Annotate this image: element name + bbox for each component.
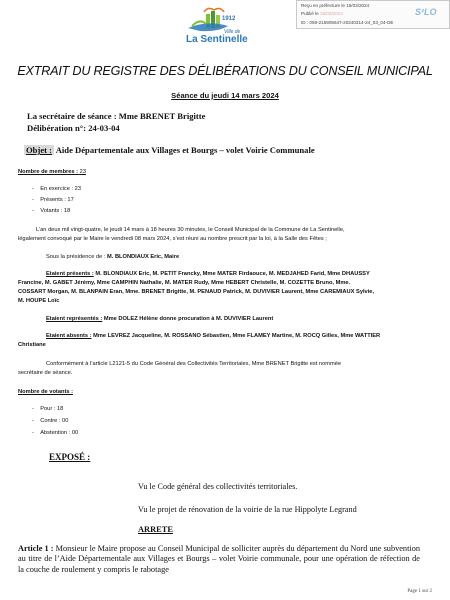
vote-item: - Abstention : 00 bbox=[32, 430, 79, 436]
presents-line-4: M. HOUPE Loïc bbox=[18, 298, 60, 304]
membres-item: - Présents : 17 bbox=[32, 197, 74, 203]
arrete-heading: ARRETE bbox=[138, 525, 173, 534]
membres-presents: Présents : 17 bbox=[40, 197, 74, 203]
representes-value: Mme DOLEZ Hélène donne procuration à M. DUVIVIER Laurent bbox=[103, 316, 274, 322]
expose-heading: EXPOSÉ : bbox=[49, 452, 91, 462]
logo-year: 1912 bbox=[222, 16, 236, 22]
vote-abstention: Abstention : 00 bbox=[40, 430, 79, 436]
page-number: Page 1 sur 2 bbox=[407, 589, 432, 594]
membres-total: 23 bbox=[79, 169, 86, 175]
conforme-line-2: secrétaire de séance. bbox=[18, 370, 73, 376]
logo-main-text: La Sentinelle bbox=[186, 34, 248, 45]
vu-line-2: Vu le projet de rénovation de la voirie de la rue Hippolyte Legrand bbox=[138, 505, 357, 514]
representes-label: Etaient représentés : bbox=[46, 316, 103, 322]
presents-line-2: Francine, M. GABET Jérémy, Mme CAMPHIN Nathalie, M. MATER Rudy, Mme HEBERT Christelle, M. COZETTE Bruno, Mme. bbox=[18, 280, 351, 286]
city-logo bbox=[170, 6, 262, 52]
article-1-label: Article 1 : bbox=[18, 544, 54, 553]
article-1-text: Monsieur le Maire propose au Conseil Municipal de solliciter auprès du département du Nord une subvention au titre de l’Aide Départementale aux Villages et Bourgs – volet Voirie communale, pour une opération de réfection de la couche de roulement y compris le rabotage bbox=[18, 544, 420, 574]
membres-heading bbox=[18, 169, 86, 175]
absents-label: Etaient absents : bbox=[46, 333, 92, 339]
membres-exercice: En exercice : 23 bbox=[40, 186, 82, 192]
deliberation-number: Délibération n°: 24-03-04 bbox=[27, 123, 120, 133]
presents-line-1 bbox=[46, 271, 370, 277]
objet-label: Objet : bbox=[26, 145, 53, 155]
secretaire-line: La secrétaire de séance : Mme BRENET Brigitte bbox=[27, 111, 206, 121]
stamp-received: Reçu en préfecture le 15/03/2024 bbox=[301, 3, 370, 8]
logo-small-text: Ville de bbox=[224, 29, 241, 35]
presents-line-3: COSSART Morgan, M. BLANPAIN Eran, Mme. BRENET Brigitte, M. PENAUD Patrick, M. DUVIVIER Laurent, Mme CAREMIAUX Sylvie, bbox=[18, 289, 375, 295]
intro-line-1: L’an deux mil vingt-quatre, le jeudi 14 mars à 18 heures 30 minutes, le Conseil Municipal de la Commune de La Sentinelle, bbox=[36, 227, 345, 233]
slo-logo: S²LO bbox=[415, 7, 437, 17]
objet-line bbox=[24, 145, 315, 155]
membres-heading-label: Nombre de membres : bbox=[18, 169, 79, 175]
presidence-label: Sous la présidence de : bbox=[46, 254, 106, 260]
membres-item: - En exercice : 23 bbox=[32, 186, 82, 192]
absents-line-1 bbox=[46, 333, 380, 339]
absents-names-1: Mme LEVREZ Jacqueline, M. ROSSANO Sébastien, Mme FLAMEY Martine, M. ROCQ Gilles, Mme WATTIER bbox=[93, 333, 381, 339]
seance-date: Séance du jeudi 14 mars 2024 bbox=[171, 91, 279, 100]
vote-item: - Contre : 00 bbox=[32, 418, 69, 424]
stamp-published-label: Publié le bbox=[301, 11, 319, 16]
stamp-id: ID : 059-215905647-20240314-24_03_04-DE bbox=[301, 20, 394, 25]
presents-label: Etaient présents : bbox=[46, 271, 94, 277]
stamp-published bbox=[301, 11, 343, 16]
absents-line-2: Christiane bbox=[18, 342, 46, 348]
conforme-line-1: Conformément à l’article L2121-5 du Code Général des Collectivités Territoriales, Mme BRENET Brigitte est nommée bbox=[46, 361, 342, 367]
membres-item: - Votants : 18 bbox=[32, 208, 71, 214]
votants-heading: Nombre de votants : bbox=[18, 389, 73, 395]
representes-line bbox=[46, 316, 273, 322]
page-title: EXTRAIT DU REGISTRE DES DÉLIBÉRATIONS DU CONSEIL MUNICIPAL bbox=[17, 64, 433, 78]
vote-pour: Pour : 18 bbox=[40, 406, 64, 412]
vote-contre: Contre : 00 bbox=[40, 418, 69, 424]
presidence-value: M. BLONDIAUX Eric, Maire bbox=[107, 254, 180, 260]
membres-votants: Votants : 18 bbox=[40, 208, 71, 214]
vote-item: - Pour : 18 bbox=[32, 406, 64, 412]
presents-names-1: M. BLONDIAUX Eric, M. PETIT Francky, Mme MATER Firdaouce, M. MEDJAHED Farid, Mme DHAUSSY bbox=[95, 271, 370, 277]
presidence-line bbox=[46, 254, 179, 260]
objet-text: Aide Départementale aux Villages et Bourgs – volet Voirie Communale bbox=[55, 145, 315, 155]
intro-line-2: légalement convoqué par le Maire le vendredi 08 mars 2024, s’est réuni au nombre prescrit par la loi, à la Salle des Fêtes ; bbox=[18, 236, 327, 242]
article-1 bbox=[18, 544, 420, 575]
vu-line-1: Vu le Code général des collectivités territoriales. bbox=[138, 482, 298, 491]
prefecture-stamp bbox=[296, 0, 450, 29]
stamp-published-date: 15/03/2024 bbox=[319, 11, 343, 16]
